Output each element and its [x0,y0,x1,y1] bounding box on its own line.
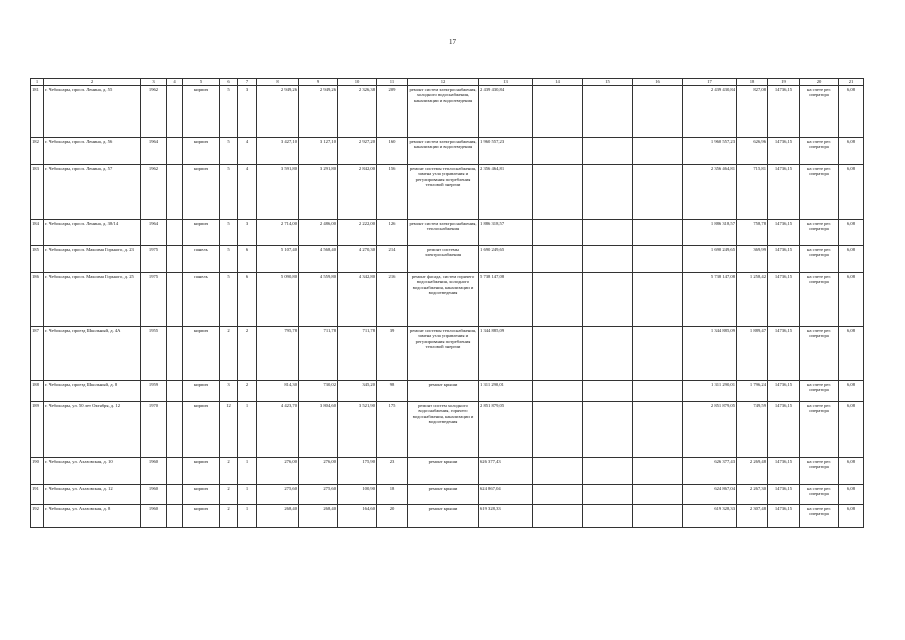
work-type-cell: ремонт крыши [408,458,479,485]
cost-per-m2-cell: 369,99 [737,246,768,273]
area-cell: 275,60 [299,485,338,505]
empty-cell [633,381,683,402]
area-cell: 2 486,00 [299,220,338,246]
fund-account-cell: на счете рег. оператора [800,86,839,138]
address-cell: г. Чебоксары, просп. Ленина, д. 57 [44,165,141,220]
empty-cell [533,381,583,402]
residential-area-cell: 4 270,30 [338,246,377,273]
empty-cell [167,485,183,505]
year-cell: 1964 [141,220,167,246]
limit-cell: 14736,15 [768,246,800,273]
residential-area-cell: 100,90 [338,485,377,505]
empty-cell [583,381,633,402]
residents-cell: 18 [377,485,408,505]
total-area-cell: 2 949,26 [257,86,299,138]
work-type-cell: ремонт системы теплоснабжения, замена узла управления и регулирования потребления тепловой энергии [408,165,479,220]
row-number: 182 [31,138,44,165]
column-number: 17 [683,79,737,86]
row-number: 189 [31,402,44,458]
column-number: 4 [167,79,183,86]
fund-account-cell: на счете рег. оператора [800,165,839,220]
wall-material-cell: панель [183,246,220,273]
empty-cell [633,220,683,246]
entrances-cell: 1 [238,402,257,458]
floors-cell: 5 [220,138,238,165]
total-cost-cell: 2 356 464,81 [683,165,737,220]
work-type-cell: ремонт систем электроснабжения, холодного водоснабжения, канализации и водоотведения [408,86,479,138]
table-row [31,138,864,165]
residents-cell: 126 [377,220,408,246]
column-number: 11 [377,79,408,86]
area-cell: 2 949,26 [299,86,338,138]
empty-cell [583,220,633,246]
cost-cell: 624 867,04 [479,485,533,505]
total-area-cell: 268,40 [257,505,299,528]
empty-cell [533,485,583,505]
work-type-cell: ремонт систем электроснабжения, теплоснабжения [408,220,479,246]
rate-cell: 6,08 [839,381,864,402]
fund-account-cell: на счете рег. оператора [800,220,839,246]
work-type-cell: ремонт системы теплоснабжения, замена узла управления и регулирования потребления тепловой энергии [408,327,479,381]
residential-area-cell: 711,78 [338,327,377,381]
empty-cell [167,246,183,273]
limit-cell: 14736,15 [768,458,800,485]
empty-cell [633,138,683,165]
year-cell: 1964 [141,138,167,165]
address-cell: г. Чебоксары, проезд Школьный, д. 8 [44,381,141,402]
limit-cell: 14736,15 [768,402,800,458]
empty-cell [633,273,683,327]
empty-cell [583,273,633,327]
cost-per-m2-cell: 1 796,24 [737,381,768,402]
area-cell: 276,00 [299,458,338,485]
work-type-cell: ремонт системы электроснабжения [408,246,479,273]
fund-account-cell: на счете рег. оператора [800,327,839,381]
table-row [31,402,864,458]
empty-cell [633,402,683,458]
area-cell: 730,02 [299,381,338,402]
wall-material-cell: панель [183,273,220,327]
area-cell: 3 804,60 [299,402,338,458]
empty-cell [533,505,583,528]
residential-area-cell: 175,90 [338,458,377,485]
limit-cell: 14736,15 [768,273,800,327]
wall-material-cell: кирпич [183,485,220,505]
row-number: 181 [31,86,44,138]
row-number: 185 [31,246,44,273]
residential-area-cell: 2 842,00 [338,165,377,220]
fund-account-cell: на счете рег. оператора [800,246,839,273]
wall-material-cell: кирпич [183,458,220,485]
cost-per-m2-cell: 1 258,42 [737,273,768,327]
table-row [31,458,864,485]
empty-cell [533,458,583,485]
limit-cell: 14736,15 [768,381,800,402]
rate-cell: 6,08 [839,165,864,220]
total-area-cell: 3 591,80 [257,165,299,220]
empty-cell [583,86,633,138]
year-cell: 1962 [141,86,167,138]
limit-cell: 14736,15 [768,505,800,528]
address-cell: г. Чебоксары, просп. Ленина, д. 55 [44,86,141,138]
cost-per-m2-cell: 827,08 [737,86,768,138]
residents-cell: 175 [377,402,408,458]
empty-cell [167,381,183,402]
empty-cell [167,505,183,528]
year-cell: 1975 [141,246,167,273]
row-number: 187 [31,327,44,381]
empty-cell [533,402,583,458]
column-number: 16 [633,79,683,86]
column-number: 6 [220,79,238,86]
residents-cell: 20 [377,505,408,528]
wall-material-cell: кирпич [183,402,220,458]
entrances-cell: 3 [238,86,257,138]
fund-account-cell: на счете рег. оператора [800,458,839,485]
address-cell: г. Чебоксары, проезд Школьный, д. 4А [44,327,141,381]
total-cost-cell: 619 328,33 [683,505,737,528]
wall-material-cell: кирпич [183,138,220,165]
empty-cell [583,485,633,505]
floors-cell: 3 [220,381,238,402]
rate-cell: 6,08 [839,220,864,246]
entrances-cell: 6 [238,273,257,327]
empty-cell [633,458,683,485]
empty-cell [533,220,583,246]
column-number: 7 [238,79,257,86]
floors-cell: 2 [220,458,238,485]
work-type-cell: ремонт крыши [408,485,479,505]
cost-cell: 1 344 885,09 [479,327,533,381]
year-cell: 1960 [141,458,167,485]
column-number: 1 [31,79,44,86]
rate-cell: 6,08 [839,138,864,165]
table-row [31,86,864,138]
column-number-row [31,79,864,86]
entrances-cell: 1 [238,485,257,505]
rate-cell: 6,08 [839,485,864,505]
total-area-cell: 2 714,00 [257,220,299,246]
total-area-cell: 276,00 [257,458,299,485]
work-type-cell: ремонт фасада, систем горячего водоснабжения, холодного водоснабжения, канализации и водоотведения [408,273,479,327]
address-cell: г. Чебоксары, ул. Ахазовская, д. 8 [44,505,141,528]
table-row [31,246,864,273]
empty-cell [533,246,583,273]
entrances-cell: 6 [238,246,257,273]
cost-per-m2-cell: 758,78 [737,220,768,246]
rate-cell: 6,08 [839,327,864,381]
empty-cell [633,165,683,220]
table-body [31,79,864,528]
total-area-cell: 4 423,70 [257,402,299,458]
empty-cell [583,246,633,273]
empty-cell [167,458,183,485]
row-number: 183 [31,165,44,220]
total-area-cell: 3 427,10 [257,138,299,165]
fund-account-cell: на счете рег. оператора [800,273,839,327]
empty-cell [167,327,183,381]
entrances-cell: 3 [238,220,257,246]
area-cell: 3 127,10 [299,138,338,165]
empty-cell [633,485,683,505]
table-row [31,505,864,528]
area-cell: 3 291,80 [299,165,338,220]
empty-cell [533,165,583,220]
row-number: 192 [31,505,44,528]
empty-cell [583,505,633,528]
limit-cell: 14736,15 [768,485,800,505]
cost-cell: 1 690 249,65 [479,246,533,273]
rate-cell: 6,08 [839,273,864,327]
column-number: 2 [44,79,141,86]
cost-cell: 2 439 430,84 [479,86,533,138]
year-cell: 1975 [141,273,167,327]
residents-cell: 214 [377,246,408,273]
column-number: 10 [338,79,377,86]
total-area-cell: 814,30 [257,381,299,402]
entrances-cell: 2 [238,381,257,402]
entrances-cell: 1 [238,505,257,528]
column-number: 12 [408,79,479,86]
empty-cell [167,220,183,246]
residents-cell: 156 [377,165,408,220]
work-type-cell: ремонт крыши [408,505,479,528]
empty-cell [533,138,583,165]
wall-material-cell: кирпич [183,165,220,220]
residential-area-cell: 3 521,90 [338,402,377,458]
column-number: 3 [141,79,167,86]
table-row [31,273,864,327]
column-number: 14 [533,79,583,86]
address-cell: г. Чебоксары, просп. Максима Горького, д. 23 [44,246,141,273]
capital-repair-table [30,78,864,528]
residents-cell: 98 [377,381,408,402]
cost-per-m2-cell: 715,81 [737,165,768,220]
residents-cell: 23 [377,458,408,485]
empty-cell [167,138,183,165]
residents-cell: 216 [377,273,408,327]
cost-cell: 1 311 290,01 [479,381,533,402]
empty-cell [633,86,683,138]
wall-material-cell: кирпич [183,327,220,381]
column-number: 8 [257,79,299,86]
area-cell: 4 559,80 [299,273,338,327]
empty-cell [533,327,583,381]
entrances-cell: 4 [238,165,257,220]
cost-cell: 619 328,33 [479,505,533,528]
row-number: 190 [31,458,44,485]
empty-cell [167,273,183,327]
empty-cell [633,327,683,381]
table-row [31,381,864,402]
limit-cell: 14736,15 [768,86,800,138]
area-cell: 711,78 [299,327,338,381]
cost-cell: 2 356 464,81 [479,165,533,220]
fund-account-cell: на счете рег. оператора [800,485,839,505]
year-cell: 1955 [141,327,167,381]
year-cell: 1959 [141,381,167,402]
residential-area-cell: 345,20 [338,381,377,402]
cost-per-m2-cell: 1 889,47 [737,327,768,381]
page-number: 17 [449,38,456,46]
cost-per-m2-cell: 2 267,30 [737,485,768,505]
rate-cell: 6,08 [839,505,864,528]
address-cell: г. Чебоксары, просп. Ленина, д. 56 [44,138,141,165]
total-area-cell: 5 107,40 [257,246,299,273]
year-cell: 1960 [141,505,167,528]
cost-per-m2-cell: 2 269,48 [737,458,768,485]
area-cell: 4 568,40 [299,246,338,273]
entrances-cell: 2 [238,327,257,381]
entrances-cell: 1 [238,458,257,485]
empty-cell [167,86,183,138]
fund-account-cell: на счете рег. оператора [800,381,839,402]
area-cell: 268,40 [299,505,338,528]
floors-cell: 2 [220,327,238,381]
work-type-cell: ремонт систем электроснабжения, канализации и водоотведения [408,138,479,165]
empty-cell [633,246,683,273]
empty-cell [633,505,683,528]
total-cost-cell: 1 960 557,23 [683,138,737,165]
year-cell: 1960 [141,485,167,505]
work-type-cell: ремонт систем холодного водоснабжения, горячего водоснабжения, канализации и водоотведения [408,402,479,458]
year-cell: 1970 [141,402,167,458]
row-number: 188 [31,381,44,402]
address-cell: г. Чебоксары, ул. Ахазовская, д. 12 [44,485,141,505]
total-cost-cell: 2 439 430,84 [683,86,737,138]
empty-cell [533,86,583,138]
cost-per-m2-cell: 626,96 [737,138,768,165]
column-number: 20 [800,79,839,86]
cost-cell: 1 960 557,23 [479,138,533,165]
residential-area-cell: 2 927,20 [338,138,377,165]
cost-cell: 5 738 147,08 [479,273,533,327]
column-number: 21 [839,79,864,86]
total-area-cell: 795,78 [257,327,299,381]
rate-cell: 6,08 [839,246,864,273]
wall-material-cell: кирпич [183,220,220,246]
column-number: 19 [768,79,800,86]
floors-cell: 5 [220,86,238,138]
limit-cell: 14736,15 [768,165,800,220]
residents-cell: 209 [377,86,408,138]
total-cost-cell: 1 886 318,57 [683,220,737,246]
wall-material-cell: кирпич [183,86,220,138]
cost-per-m2-cell: 749,59 [737,402,768,458]
column-number: 5 [183,79,220,86]
table-row [31,327,864,381]
total-cost-cell: 1 344 885,09 [683,327,737,381]
total-cost-cell: 626 377,43 [683,458,737,485]
empty-cell [167,402,183,458]
cost-cell: 626 377,43 [479,458,533,485]
total-cost-cell: 5 738 147,08 [683,273,737,327]
empty-cell [583,458,633,485]
address-cell: г. Чебоксары, просп. Ленина, д. 38/14 [44,220,141,246]
residential-area-cell: 2 326,38 [338,86,377,138]
cost-cell: 1 886 318,57 [479,220,533,246]
floors-cell: 5 [220,220,238,246]
residents-cell: 39 [377,327,408,381]
table-row [31,220,864,246]
floors-cell: 5 [220,246,238,273]
empty-cell [583,402,633,458]
cost-per-m2-cell: 2 307,48 [737,505,768,528]
fund-account-cell: на счете рег. оператора [800,138,839,165]
floors-cell: 2 [220,485,238,505]
address-cell: г. Чебоксары, ул. 50 лет Октября, д. 12 [44,402,141,458]
total-cost-cell: 624 867,04 [683,485,737,505]
floors-cell: 12 [220,402,238,458]
floors-cell: 5 [220,165,238,220]
column-number: 13 [479,79,533,86]
total-cost-cell: 2 851 879,05 [683,402,737,458]
total-area-cell: 275,60 [257,485,299,505]
cost-cell: 2 851 879,05 [479,402,533,458]
column-number: 18 [737,79,768,86]
address-cell: г. Чебоксары, просп. Максима Горького, д. 25 [44,273,141,327]
row-number: 184 [31,220,44,246]
limit-cell: 14736,15 [768,220,800,246]
limit-cell: 14736,15 [768,327,800,381]
residential-area-cell: 164,60 [338,505,377,528]
total-cost-cell: 1 311 290,01 [683,381,737,402]
column-number: 15 [583,79,633,86]
residents-cell: 160 [377,138,408,165]
wall-material-cell: кирпич [183,381,220,402]
floors-cell: 5 [220,273,238,327]
entrances-cell: 4 [238,138,257,165]
floors-cell: 2 [220,505,238,528]
row-number: 191 [31,485,44,505]
column-number: 9 [299,79,338,86]
empty-cell [167,165,183,220]
empty-cell [583,165,633,220]
limit-cell: 14736,15 [768,138,800,165]
address-cell: г. Чебоксары, ул. Ахазовская, д. 10 [44,458,141,485]
total-area-cell: 5 090,80 [257,273,299,327]
year-cell: 1962 [141,165,167,220]
table-row [31,485,864,505]
total-cost-cell: 1 690 249,65 [683,246,737,273]
empty-cell [533,273,583,327]
rate-cell: 6,08 [839,86,864,138]
rate-cell: 6,08 [839,402,864,458]
work-type-cell: ремонт крыши [408,381,479,402]
wall-material-cell: кирпич [183,505,220,528]
residential-area-cell: 2 222,00 [338,220,377,246]
row-number: 186 [31,273,44,327]
table-row [31,165,864,220]
rate-cell: 6,08 [839,458,864,485]
fund-account-cell: на счете рег. оператора [800,505,839,528]
fund-account-cell: на счете рег. оператора [800,402,839,458]
empty-cell [583,327,633,381]
residential-area-cell: 4 342,80 [338,273,377,327]
empty-cell [583,138,633,165]
